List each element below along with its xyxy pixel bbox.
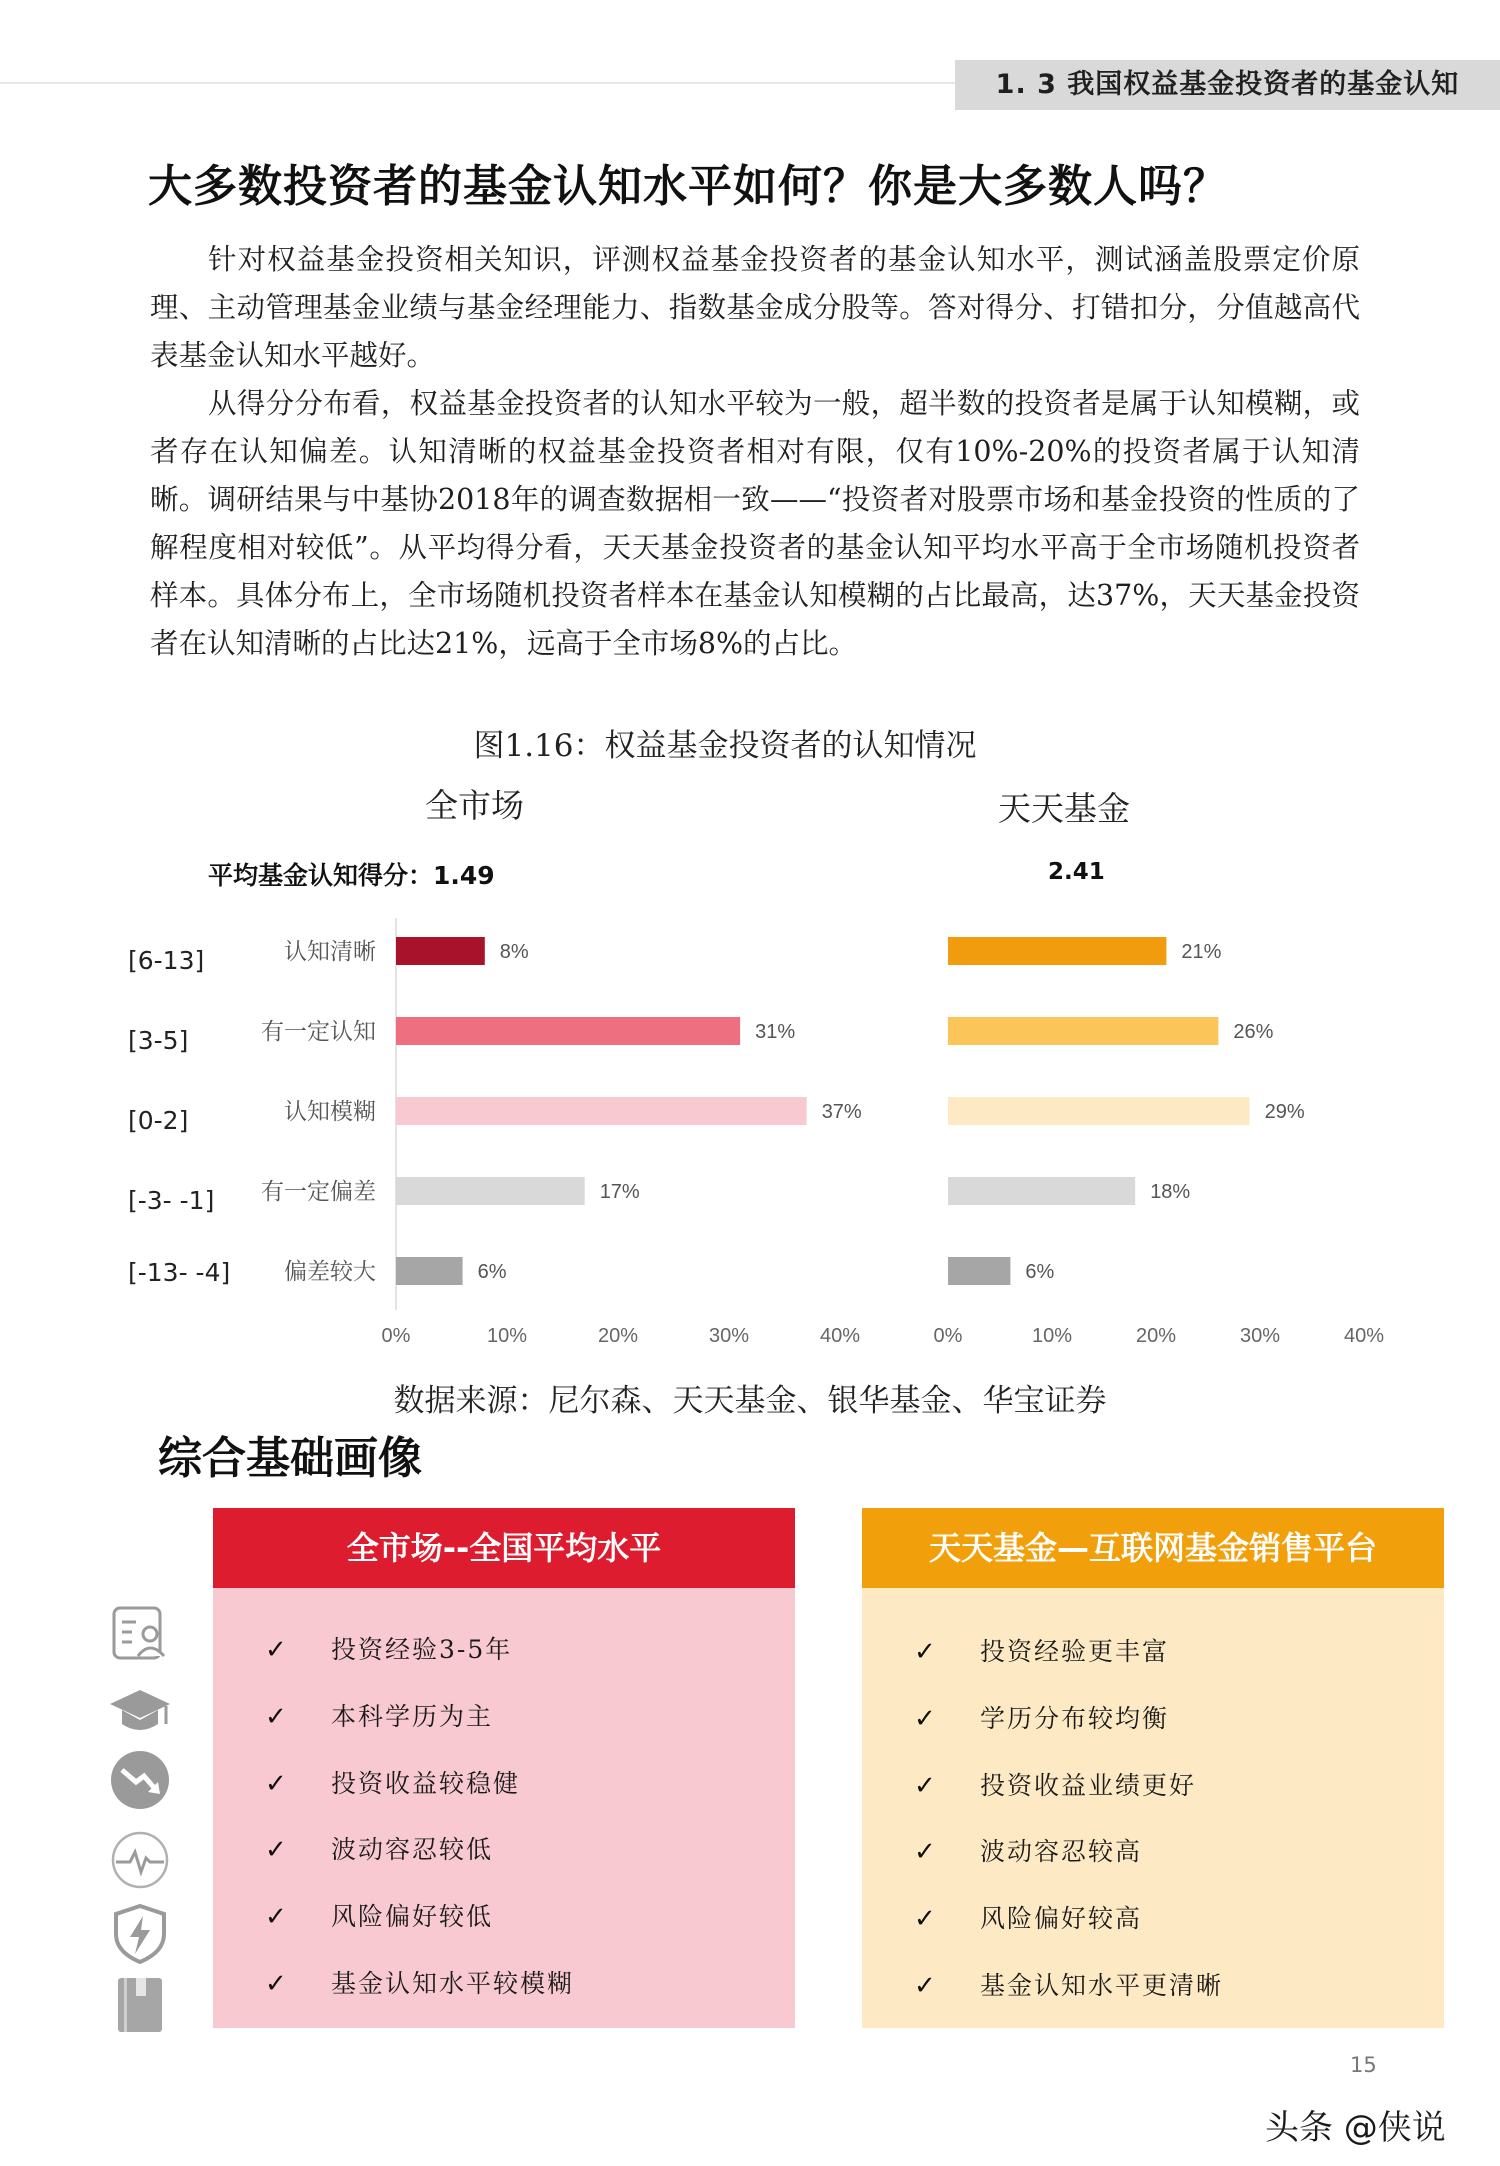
chart-data-label: 21%	[1181, 941, 1222, 963]
chart-tick-label: 0%	[381, 1325, 411, 1347]
body-paragraph-1: 针对权益基金投资相关知识，评测权益基金投资者的基金认知水平，测试涵盖股票定价原理、主动管理基金业绩与基金经理能力、指数基金成分股等。答对得分、打错扣分，分值越高代表基金认知水平越好。	[150, 243, 1360, 372]
chart-category-label: 有一定偏差	[261, 1179, 376, 1205]
chart-right-title: 天天基金	[998, 789, 1130, 828]
list-item: ✓ 风险偏好较高	[862, 1899, 1444, 1939]
check-icon: ✓	[265, 1635, 287, 1665]
check-icon: ✓	[914, 1771, 936, 1801]
chart-data-label: 26%	[1233, 1021, 1274, 1043]
chart-bar	[396, 1097, 807, 1125]
chart-bar	[948, 1177, 1135, 1205]
section-header-title: 1. 3 我国权益基金投资者的基金认知	[995, 69, 1460, 100]
check-icon: ✓	[265, 1902, 287, 1932]
check-icon: ✓	[265, 1969, 287, 1999]
figure-caption: 图1.16：权益基金投资者的认知情况	[473, 728, 977, 764]
page-title: 大多数投资者的基金认知水平如何？你是大多数人吗？	[148, 161, 1228, 212]
chart-tick-label: 10%	[1031, 1325, 1073, 1347]
chart-bar	[396, 937, 485, 965]
card-right-header: 天天基金—互联网基金销售平台	[862, 1508, 1444, 1588]
chart-score-range-label: [-13- -4]	[128, 1258, 231, 1287]
list-item: ✓ 学历分布较均衡	[862, 1699, 1444, 1739]
list-item: ✓ 投资收益业绩更好	[862, 1766, 1444, 1806]
list-item: ✓ 风险偏好较低	[213, 1897, 795, 1937]
chart-left-average-score: 平均基金认知得分：1.49	[208, 861, 495, 890]
chart-bar	[948, 1017, 1218, 1045]
chart-data-label: 31%	[755, 1021, 796, 1043]
chart-bar	[396, 1177, 585, 1205]
chart-data-label: 37%	[821, 1101, 862, 1123]
chart-right-tiantian	[934, 937, 1385, 1347]
card-left-header: 全市场--全国平均水平	[213, 1508, 795, 1588]
chart-category-label: 认知模糊	[284, 1099, 376, 1125]
list-item: ✓ 本科学历为主	[213, 1697, 795, 1737]
chart-left-title: 全市场	[425, 786, 524, 825]
list-item: ✓ 投资收益较稳健	[213, 1764, 795, 1804]
chart-category-label: 认知清晰	[284, 939, 376, 965]
list-item: ✓ 投资经验更丰富	[862, 1632, 1444, 1672]
book-icon	[108, 1972, 172, 2036]
list-item: ✓ 基金认知水平更清晰	[862, 1966, 1444, 2006]
chart-bar	[396, 1257, 463, 1285]
page-number: 15	[1350, 2053, 1377, 2077]
chart-bar	[396, 1017, 740, 1045]
list-item: ✓ 基金认知水平较模糊	[213, 1964, 795, 2004]
chart-score-range-label: [-3- -1]	[128, 1186, 215, 1215]
chart-category-label: 有一定认知	[261, 1019, 376, 1045]
check-icon: ✓	[265, 1835, 287, 1865]
graduation-cap-icon	[108, 1680, 172, 1744]
chart-data-label: 6%	[1025, 1261, 1055, 1283]
check-icon: ✓	[914, 1637, 936, 1667]
chart-tick-label: 0%	[933, 1325, 963, 1347]
figure-source: 数据来源：尼尔森、天天基金、银华基金、华宝证券	[393, 1383, 1107, 1419]
check-icon: ✓	[914, 1971, 936, 2001]
chart-bar	[948, 1257, 1010, 1285]
profile-section-title: 综合基础画像	[158, 1433, 422, 1484]
chart-right-average-score: 2.41	[1048, 859, 1105, 885]
cognition-bar-chart	[0, 900, 1500, 1360]
person-card-icon	[108, 1602, 172, 1666]
check-icon: ✓	[914, 1837, 936, 1867]
chart-tick-label: 20%	[1135, 1325, 1177, 1347]
check-icon: ✓	[265, 1769, 287, 1799]
chart-data-label: 18%	[1150, 1181, 1191, 1203]
body-paragraph-2: 从得分分布看，权益基金投资者的认知水平较为一般，超半数的投资者是属于认知模糊，或者存在认知偏差。认知清晰的权益基金投资者相对有限，仅有10%-20%的投资者属于认知清晰。调研结果与中基协2018年的调查数据相一致——“投资者对股票市场和基金投资的性质的了解程度相对较低”。从平均得分看，天天基金投资者的基金认知平均水平高于全市场随机投资者样本。具体分布上，全市场随机投资者样本在基金认知模糊的占比最高，达37%，天天基金投资者在认知清晰的占比达21%，远高于全市场8%的占比。	[150, 387, 1360, 660]
chart-tick-label: 10%	[486, 1325, 528, 1347]
chart-category-label: 偏差较大	[284, 1259, 376, 1285]
header-rule	[0, 82, 955, 84]
chart-tick-label: 20%	[597, 1325, 639, 1347]
check-icon: ✓	[914, 1904, 936, 1934]
chart-tick-label: 30%	[708, 1325, 750, 1347]
chart-score-range-label: [0-2]	[128, 1106, 189, 1135]
chart-data-label: 17%	[599, 1181, 640, 1203]
list-item: ✓ 波动容忍较高	[862, 1832, 1444, 1872]
card-left-body	[213, 1588, 795, 2028]
watermark: 头条 @侠说	[1265, 2108, 1446, 2148]
chart-data-label: 29%	[1264, 1101, 1305, 1123]
heartbeat-circle-icon	[108, 1828, 172, 1892]
check-icon: ✓	[914, 1704, 936, 1734]
lightning-shield-icon	[108, 1902, 172, 1966]
card-right-body	[862, 1588, 1444, 2028]
chart-data-label: 8%	[499, 941, 529, 963]
chart-tick-label: 40%	[819, 1325, 861, 1347]
list-item: ✓ 投资经验3-5年	[213, 1630, 795, 1670]
check-icon: ✓	[265, 1702, 287, 1732]
chart-tick-label: 40%	[1343, 1325, 1385, 1347]
downtrend-circle-icon	[108, 1748, 172, 1812]
chart-bar	[948, 937, 1166, 965]
chart-tick-label: 30%	[1239, 1325, 1281, 1347]
chart-bar	[948, 1097, 1250, 1125]
list-item: ✓ 波动容忍较低	[213, 1830, 795, 1870]
chart-left-market	[128, 918, 862, 1347]
chart-data-label: 6%	[477, 1261, 507, 1283]
chart-score-range-label: [6-13]	[128, 946, 205, 975]
chart-score-range-label: [3-5]	[128, 1026, 189, 1055]
